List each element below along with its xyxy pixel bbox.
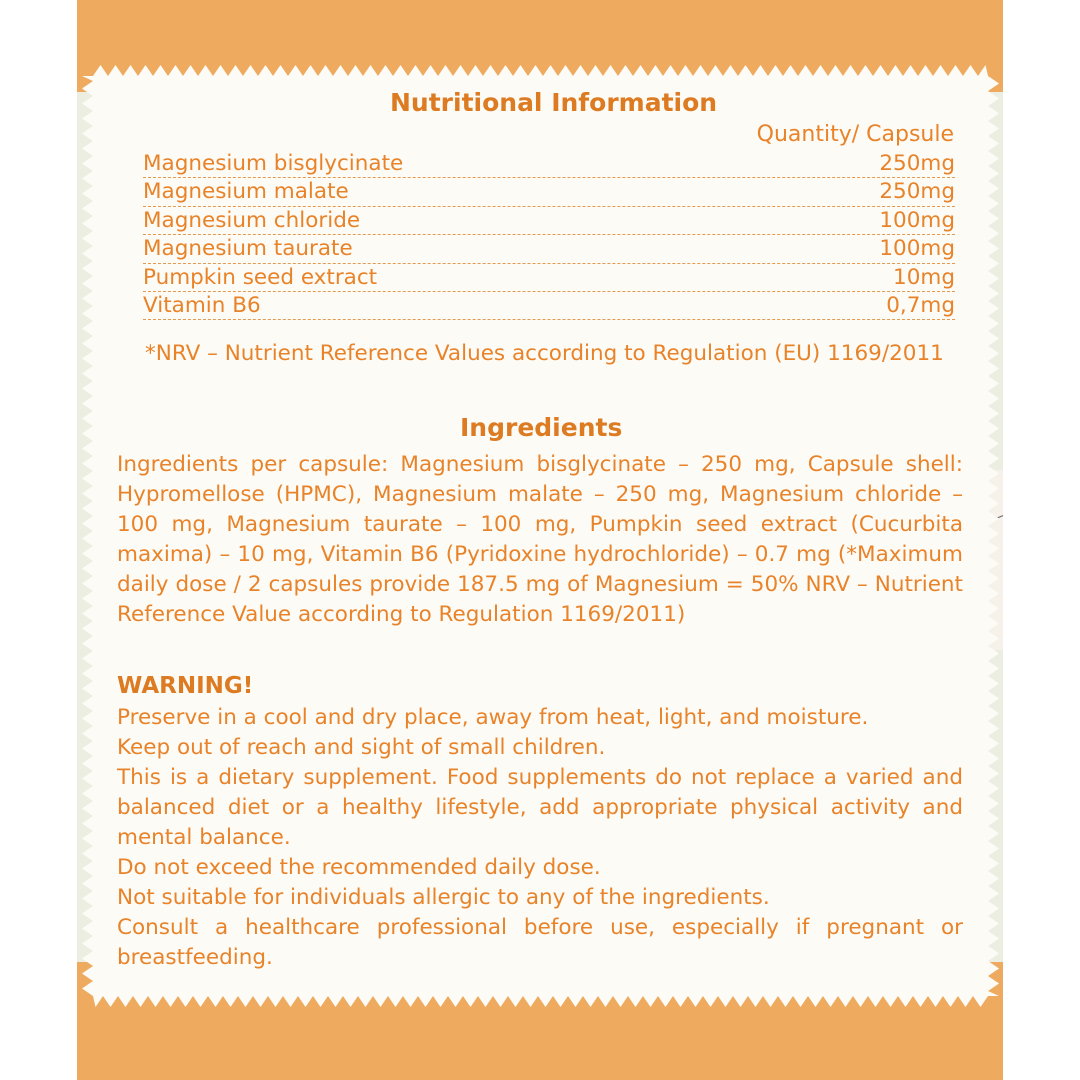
nutrition-title: Nutritional Information	[390, 88, 718, 117]
nutrient-value: 10mg	[893, 264, 955, 290]
warning-line: Do not exceed the recommended daily dose.	[117, 855, 601, 880]
nutrition-table	[143, 150, 955, 320]
ingredients-title: Ingredients	[460, 413, 623, 442]
nutrient-name: Vitamin B6	[143, 292, 261, 318]
nutrient-value: 100mg	[879, 236, 955, 262]
nutrient-name: Magnesium bisglycinate	[143, 151, 404, 176]
nutrient-value: 250mg	[879, 151, 955, 176]
nutrient-value: 250mg	[879, 179, 955, 205]
nutrient-name: Magnesium taurate	[143, 236, 353, 262]
nutrition-row	[143, 207, 955, 235]
warning-line: This is a dietary supplement. Food supplements do not replace a varied and balanced diet or a healthy lifestyle, add appropriate physical activity and mental balance.	[117, 765, 963, 850]
nutrition-row	[143, 292, 955, 320]
warning-line: Consult a healthcare professional before use, especially if pregnant or breastfeeding.	[117, 915, 963, 970]
warning-line: Not suitable for individuals allergic to any of the ingredients.	[117, 885, 770, 910]
warning-line: Preserve in a cool and dry place, away from heat, light, and moisture.	[117, 705, 869, 730]
nrv-note: *NRV – Nutrient Reference Values according to Regulation (EU) 1169/2011	[145, 341, 944, 366]
warning-list	[117, 703, 963, 973]
nutrition-row	[143, 235, 955, 263]
nutrient-name: Magnesium chloride	[143, 207, 361, 233]
nutrition-row	[143, 178, 955, 206]
nutrition-row	[143, 150, 955, 178]
nutrient-value: 0,7mg	[886, 292, 955, 318]
warning-line: Keep out of reach and sight of small children.	[117, 735, 606, 760]
nutrient-value: 100mg	[879, 207, 955, 233]
nutrient-name: Pumpkin seed extract	[143, 264, 378, 290]
nutrition-row	[143, 264, 955, 292]
quantity-header: Quantity/ Capsule	[756, 122, 954, 147]
ingredients-text: Ingredients per capsule: Magnesium bisglycinate – 250 mg, Capsule shell: Hypromellose (HPMC), Magnesium malate – 250 mg, Magnesium chloride – 100 mg, Magnesium taurate – 100 mg, Pumpkin seed extract (Cucurbita maxima) – 10 mg, Vitamin B6 (Pyridoxine hydrochloride) – 0.7 mg (*Maximum daily dose / 2 capsules provide 187.5 mg of Magnesium = 50% NRV – Nutrient Reference Value according to Regulation 1169/2011)	[117, 452, 963, 627]
warning-title: WARNING!	[117, 673, 254, 699]
nutrient-name: Magnesium malate	[143, 179, 349, 205]
